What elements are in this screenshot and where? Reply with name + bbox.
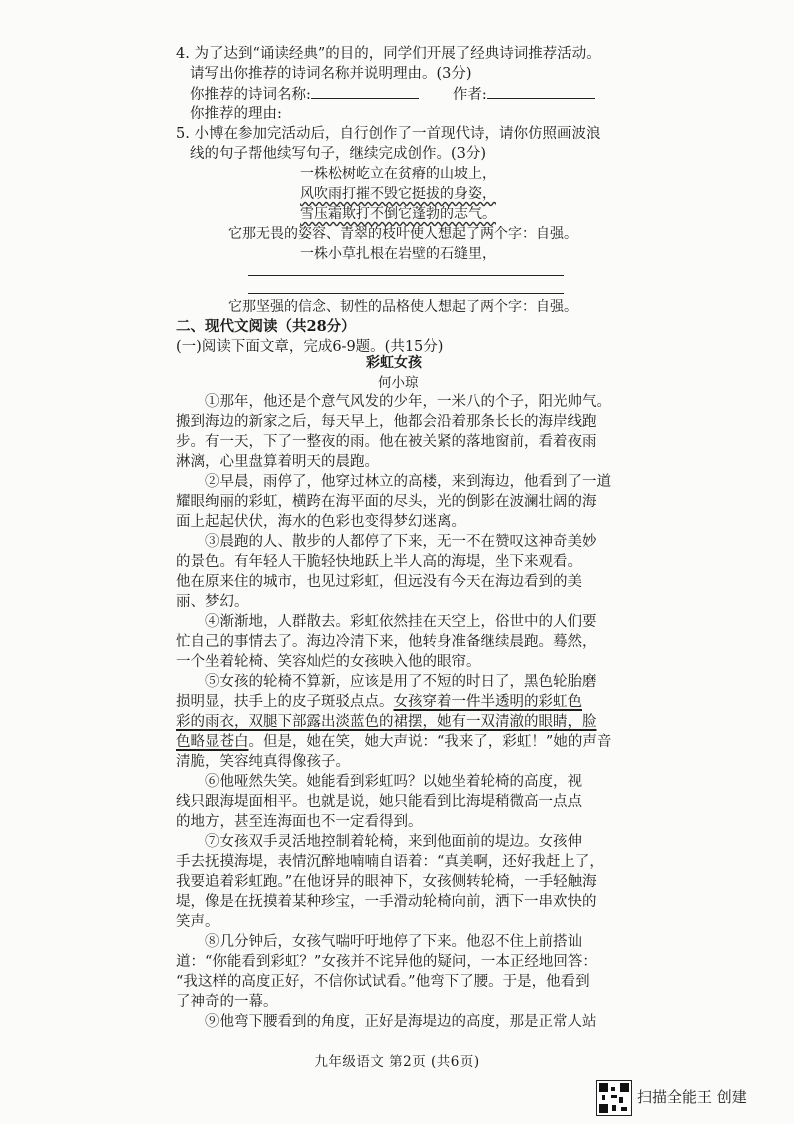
q4-reason-label: 你推荐的理由: <box>190 106 282 122</box>
p2-line-b: 耀眼绚丽的彩虹，横跨在海平面的尽头，光的倒影在波澜壮阔的海 <box>176 494 597 510</box>
q5-line2: 线的句子帮他续写句子，继续完成创作。(3分) <box>190 146 487 162</box>
q4-name-blank[interactable] <box>311 84 419 99</box>
article-author: 何小琼 <box>378 375 419 391</box>
p5-line-d <box>176 732 611 752</box>
q4-line1: 4. 为了达到“诵读经典”的目的，同学们开展了经典诗词推荐活动。 <box>176 46 601 62</box>
p6-line-a: ⑥他哑然失笑。她能看到彩虹吗？以她坐着轮椅的高度，视 <box>205 774 582 790</box>
p5-line-d-underlined: 色略显苍白 <box>176 734 249 750</box>
scanner-brand-watermark: 扫描全能王 创建 <box>637 1088 747 1106</box>
p2-line-a: ②早晨，雨停了，他穿过林立的高楼，来到海边，他看到了一道 <box>205 474 611 490</box>
p1-line-a: ①那年，他还是个意气风发的少年，一米八的个子，阳光帅气。 <box>205 394 611 410</box>
q5-line1: 5. 小博在参加完活动后，自行创作了一首现代诗，请你仿照画波浪 <box>176 126 601 142</box>
p6-line-b: 线只跟海堤面相平。也就是说，她只能看到比海堤稍微高一点点 <box>176 794 582 810</box>
poem-line-2-text: 风吹雨打摧不毁它挺拔的身姿， <box>300 186 496 202</box>
p7-line-e: 笑声。 <box>176 914 220 930</box>
p5-line-a: ⑤女孩的轮椅不算新，应该是用了不短的时日了，黑色轮胎磨 <box>205 674 597 690</box>
p3-line-d: 丽、梦幻。 <box>176 594 249 610</box>
p8-line-a: ⑧几分钟后，女孩气喘吁吁地停了下来。他忍不住上前搭讪 <box>205 934 582 950</box>
p5-line-b-plain: 损明显，扶手上的皮子斑驳点点。 <box>176 694 394 710</box>
p3-line-c: 他在原来住的城市，也见过彩虹，但远没有今天在海边看到的美 <box>176 574 582 590</box>
p6-line-c: 的地方，甚至连海面也不一定看得到。 <box>176 814 423 830</box>
p8-line-d: 了神奇的一幕。 <box>176 994 278 1010</box>
poem-line-2 <box>300 184 496 204</box>
p3-line-b: 的景色。有年轻人干脆轻快地跃上半人高的海堤，坐下来观看。 <box>176 554 582 570</box>
poem-line-5: 一株小草扎根在岩壁的石缝里， <box>300 246 496 262</box>
p2-line-c: 面上起起伏伏，海水的色彩也变得梦幻迷离。 <box>176 514 466 530</box>
q4-name-label: 你推荐的诗词名称: <box>190 87 311 103</box>
p1-line-c: 步。有一天，下了一整夜的雨。他在被关紧的落地窗前，看着夜雨 <box>176 434 597 450</box>
p7-line-c: 我要追着彩虹跑。”在他讶异的眼神下，女孩侧转轮椅，一手轻触海 <box>176 874 597 890</box>
q4-name-row <box>190 84 595 105</box>
p4-line-b: 忙自己的事情去了。海边冷清下来，他转身准备继续晨跑。蓦然， <box>176 634 597 650</box>
qr-code-icon <box>596 1080 632 1116</box>
p5-line-c-underlined: 彩的雨衣，双腿下部露出淡蓝色的裙摆，她有一双清澈的眼睛，脸 <box>176 714 597 730</box>
page-footer: 九年级语文 第2页 (共6页) <box>314 1054 480 1070</box>
poem-line-4: 它那无畏的姿容、青翠的枝叶使人想起了两个字：自强。 <box>228 226 578 242</box>
poem-line-3 <box>300 204 496 224</box>
q4-author-label: 作者: <box>452 87 487 103</box>
article-title: 彩虹女孩 <box>366 355 422 371</box>
poem-line-6: 它那坚强的信念、韧性的品格使人想起了两个字：自强。 <box>228 299 578 315</box>
p5-line-b-underlined: 女孩穿着一件半透明的彩虹色 <box>393 694 582 710</box>
p8-line-b: 道：“你能看到彩虹？”女孩并不诧异他的疑问，一本正经地回答： <box>176 954 597 970</box>
section-subheading: (一)阅读下面文章，完成6-9题。(共15分) <box>176 339 444 355</box>
p7-line-b: 手去抚摸海堤，表情沉醉地喃喃自语着：“真美啊，还好我赶上了， <box>176 854 604 870</box>
p5-line-b <box>176 692 582 712</box>
p5-line-c <box>176 712 597 732</box>
p5-line-d-plain: 。但是，她在笑，她大声说：“我来了，彩虹！”她的声音 <box>248 734 612 750</box>
q4-line2: 请写出你推荐的诗词名称并说明理由。(3分) <box>190 66 472 82</box>
section-heading: 二、现代文阅读（共28分） <box>176 318 356 335</box>
answer-line-2[interactable] <box>248 293 564 294</box>
p9-line-a: ⑨他弯下腰看到的角度，正好是海堤边的高度，那是正常人站 <box>205 1014 597 1030</box>
p7-line-a: ⑦女孩双手灵活地控制着轮椅，来到他面前的堤边。女孩伸 <box>205 834 582 850</box>
q4-author-blank[interactable] <box>487 84 595 99</box>
poem-line-3-text: 雪压霜欺打不倒它蓬勃的志气。 <box>300 206 496 222</box>
p5-line-e: 清脆，笑容纯真得像孩子。 <box>176 754 350 770</box>
p8-line-c: “我这样的高度正好，不信你试试看。”他弯下了腰。于是，他看到 <box>176 974 590 990</box>
p4-line-a: ④渐渐地，人群散去。彩虹依然挂在天空上，俗世中的人们要 <box>205 614 597 630</box>
p1-line-b: 搬到海边的新家之后，每天早上，他都会沿着那条长长的海岸线跑 <box>176 414 597 430</box>
poem-line-1: 一株松树屹立在贫瘠的山坡上， <box>300 166 496 182</box>
p1-line-d: 淋漓，心里盘算着明天的晨跑。 <box>176 454 379 470</box>
p7-line-d: 堤，像是在抚摸着某种珍宝，一手滑动轮椅向前，洒下一串欢快的 <box>176 894 597 910</box>
answer-line-1[interactable] <box>248 275 564 276</box>
p4-line-c: 一个坐着轮椅、笑容灿烂的女孩映入他的眼帘。 <box>176 654 481 670</box>
p3-line-a: ③晨跑的人、散步的人都停了下来，无一不在赞叹这神奇美妙 <box>205 534 597 550</box>
